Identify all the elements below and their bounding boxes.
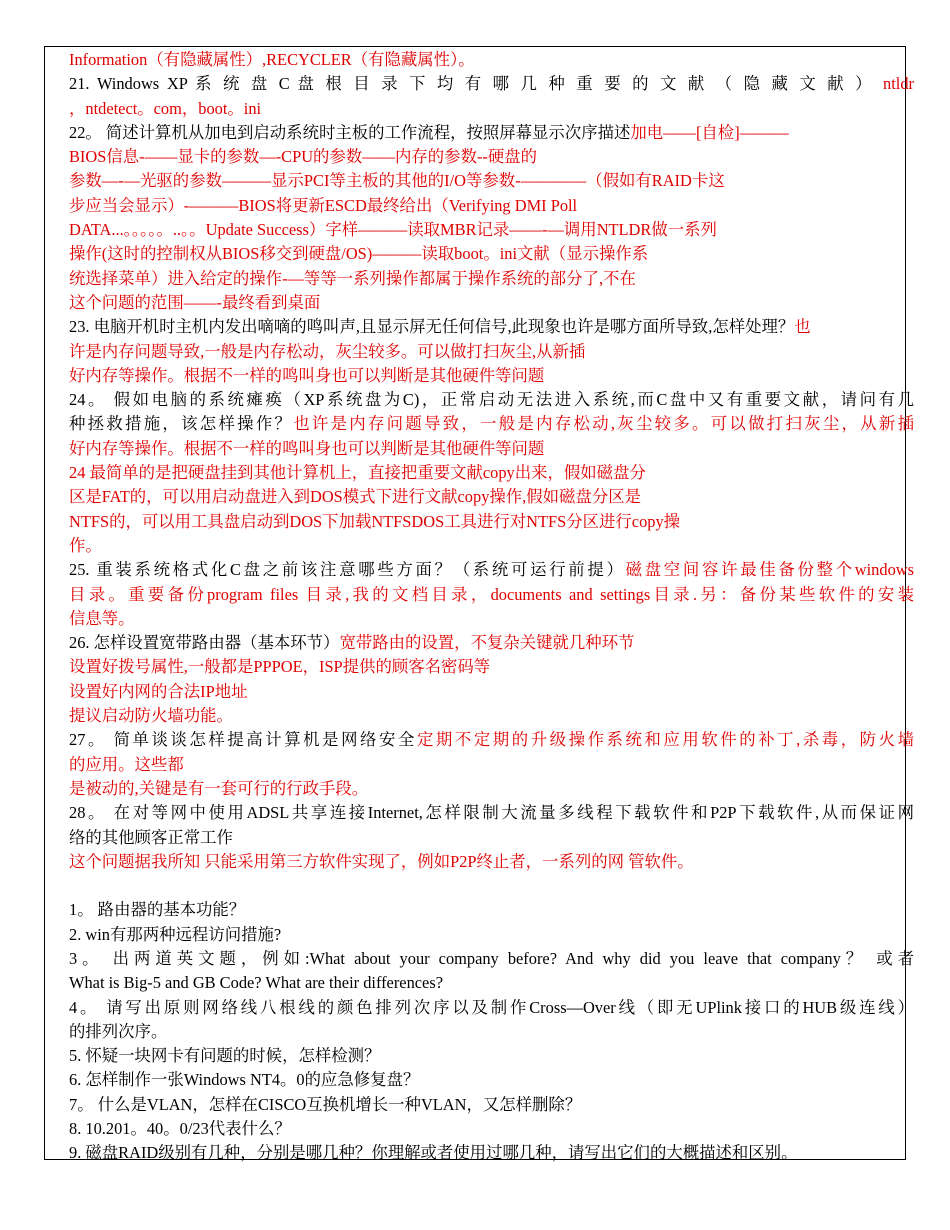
answer-text: 区是FAT的，可以用启动盘进入到DOS模式下进行文献copy操作,假如磁盘分区是 <box>69 487 642 507</box>
text-line <box>69 461 914 485</box>
question-text: 22。 简述计算机从加电到启动系统时主板的工作流程，按照屏幕显示次序描述 <box>69 122 631 142</box>
answer-text: 也 <box>794 317 811 337</box>
answer-text: Information（有隐藏属性）,RECYCLER（有隐藏属性）。 <box>69 50 475 69</box>
text-line <box>69 194 914 218</box>
question-text: 2. win有那两种远程访问措施? <box>69 924 282 944</box>
question-text: 5. 怀疑一块网卡有问题的时候，怎样检测？ <box>69 1046 381 1066</box>
text-line <box>69 1093 914 1117</box>
text-line <box>69 169 914 193</box>
blank-line <box>69 874 914 898</box>
text-line <box>69 1020 914 1044</box>
answer-text: 设置好内网的合法IP地址 <box>69 681 248 701</box>
text-line <box>69 631 914 655</box>
document-body <box>69 48 914 1166</box>
answer-text: 步应当会显示）-———BIOS将更新ESCD最终给出（Verifying DMI Poll <box>69 195 578 215</box>
answer-text: ntldr <box>883 74 914 94</box>
question-text: 种拯救措施，该怎样操作？ <box>69 414 294 434</box>
text-line <box>69 412 914 436</box>
question-text: What is Big-5 and GB Code? What are their differences? <box>69 973 443 993</box>
text-line <box>69 777 914 801</box>
answer-text: ，ntdetect。com，boot。ini <box>69 98 262 118</box>
question-text: 8. 10.201。40。0/23代表什么？ <box>69 1119 291 1139</box>
answer-text: 24 最简单的是把硬盘挂到其他计算机上，直接把重要文献copy出来，假如磁盘分 <box>69 463 646 483</box>
text-line <box>69 340 914 364</box>
answer-text: NTFS的，可以用工具盘启动到DOS下加载NTFSDOS工具进行对NTFS分区进行copy操 <box>69 511 681 531</box>
text-line <box>69 583 914 607</box>
answer-text: 定期不定期的升级操作系统和应用软件的补丁,杀毒，防火墙 <box>416 730 914 750</box>
answer-text: 信息等。 <box>69 608 135 628</box>
text-line <box>69 850 914 874</box>
answer-text: 这个问题据我所知 只能采用第三方软件实现了，例如P2P终止者，一系列的网 管软件。 <box>69 851 694 871</box>
answer-text: 是被动的,关键是有一套可行的行政手段。 <box>69 778 369 798</box>
text-line <box>69 510 914 534</box>
question-text: 21. Windows XP 系 统 盘 C 盘 根 目 录 下 均 有 哪 几 种 重 要 的 文 献 （ 隐 藏 文 献 ） <box>69 74 884 94</box>
text-line <box>69 97 914 121</box>
text-line <box>69 558 914 582</box>
text-line <box>69 315 914 339</box>
question-text: 23. 电脑开机时主机内发出嘀嘀的鸣叫声,且显示屏无任何信号,此现象也许是哪方面所导致,怎样处理？ <box>69 317 795 337</box>
text-line <box>69 267 914 291</box>
text-line <box>69 801 914 825</box>
text-line <box>69 1044 914 1068</box>
text-line <box>69 437 914 461</box>
question-text: 络的其他顾客正常工作 <box>69 827 233 847</box>
answer-text: 磁盘空间容许最佳备份整个windows <box>625 560 914 580</box>
text-line <box>69 364 914 388</box>
question-text: 27。 简单谈谈怎样提高计算机是网络安全 <box>69 730 417 750</box>
text-line <box>69 485 914 509</box>
answer-text: 操作(这时的控制权从BIOS移交到硬盘/OS)———读取boot。ini文献（显示操作系 <box>69 244 649 264</box>
text-line <box>69 218 914 242</box>
answer-text: DATA...。。。。。..。。Update Success）字样———读取MBR记录——-—调用NTLDR做一系列 <box>69 220 717 240</box>
text-line <box>69 680 914 704</box>
text-line <box>69 121 914 145</box>
answer-text: 作。 <box>69 535 102 555</box>
text-line <box>69 728 914 752</box>
text-line <box>69 291 914 315</box>
text-line <box>69 898 914 922</box>
text-line <box>69 1141 914 1165</box>
answer-text: 加电——[自检]——— <box>630 122 789 142</box>
question-text: 9. 磁盘RAID级别有几种，分别是哪几种？你理解或者使用过哪几种，请写出它们的大概描述和区别。 <box>69 1143 798 1163</box>
answer-text: 好内存等操作。根据不一样的鸣叫身也可以判断是其他硬件等问题 <box>69 438 545 458</box>
text-line <box>69 655 914 679</box>
question-text: 7。 什么是VLAN，怎样在CISCO互换机增长一种VLAN，又怎样删除？ <box>69 1094 582 1114</box>
text-line <box>69 72 914 96</box>
answer-text: 目录。重要备份program files 目录,我的文档目录，documents and settings目录.另：备份某些软件的安装 <box>69 584 914 604</box>
answer-text: 的应用。这些都 <box>69 754 184 774</box>
answer-text: 设置好拨号属性,一般都是PPPOE，ISP提供的顾客名密码等 <box>69 657 491 677</box>
question-text: 3。 出两道英文题，例如:What about your company before? And why did you leave that company？ 或者 <box>69 948 914 968</box>
text-line <box>69 996 914 1020</box>
text-line <box>69 826 914 850</box>
answer-text: 提议启动防火墙功能。 <box>69 706 233 726</box>
question-text: 26. 怎样设置宽带路由器（基本环节） <box>69 633 340 653</box>
answer-text: 也许是内存问题导致，一般是内存松动,灰尘较多。可以做打扫灰尘，从新插 <box>293 414 914 434</box>
answer-text: BIOS信息-——显卡的参数—-CPU的参数——内存的参数--硬盘的 <box>69 147 538 167</box>
text-line <box>69 534 914 558</box>
text-line <box>69 971 914 995</box>
text-line <box>69 923 914 947</box>
text-line <box>69 607 914 631</box>
answer-text: 统选择菜单）进入给定的操作-—等等一系列操作都属于操作系统的部分了,不在 <box>69 268 636 288</box>
text-line <box>69 1117 914 1141</box>
text-line <box>69 1068 914 1092</box>
text-line <box>69 242 914 266</box>
question-text: 1。 路由器的基本功能？ <box>69 900 246 920</box>
question-text: 4。 请写出原则网络线八根线的颜色排列次序以及制作Cross—Over线（即无UPlink接口的HUB级连线） <box>69 997 914 1017</box>
answer-text: 好内存等操作。根据不一样的鸣叫身也可以判断是其他硬件等问题 <box>69 365 545 385</box>
answer-text: 许是内存问题导致,一般是内存松动，灰尘较多。可以做打扫灰尘,从新插 <box>69 341 586 361</box>
question-text: 24。 假如电脑的系统瘫痪（XP系统盘为C)，正常启动无法进入系统,而C盘中又有重要文献，请问有几 <box>69 390 914 410</box>
question-text: 的排列次序。 <box>69 1021 168 1041</box>
question-text: 25. 重装系统格式化C盘之前该注意哪些方面？（系统可运行前提） <box>69 560 626 580</box>
answer-text: 这个问题的范围——-最终看到桌面 <box>69 292 321 312</box>
question-text: 6. 怎样制作一张Windows NT4。0的应急修复盘？ <box>69 1070 420 1090</box>
answer-text: 宽带路由的设置，不复杂关键就几种环节 <box>339 633 635 653</box>
text-line <box>69 48 914 72</box>
text-line <box>69 947 914 971</box>
text-line <box>69 753 914 777</box>
question-text: 28。 在对等网中使用ADSL共享连接Internet,怎样限制大流量多线程下载软件和P2P下载软件,从而保证网 <box>69 803 914 823</box>
text-line <box>69 145 914 169</box>
text-line <box>69 388 914 412</box>
text-line <box>69 704 914 728</box>
answer-text: 参数—-—光驱的参数———显示PCI等主板的其他的I/O等参数-————（假如有RAID卡这 <box>69 171 725 191</box>
